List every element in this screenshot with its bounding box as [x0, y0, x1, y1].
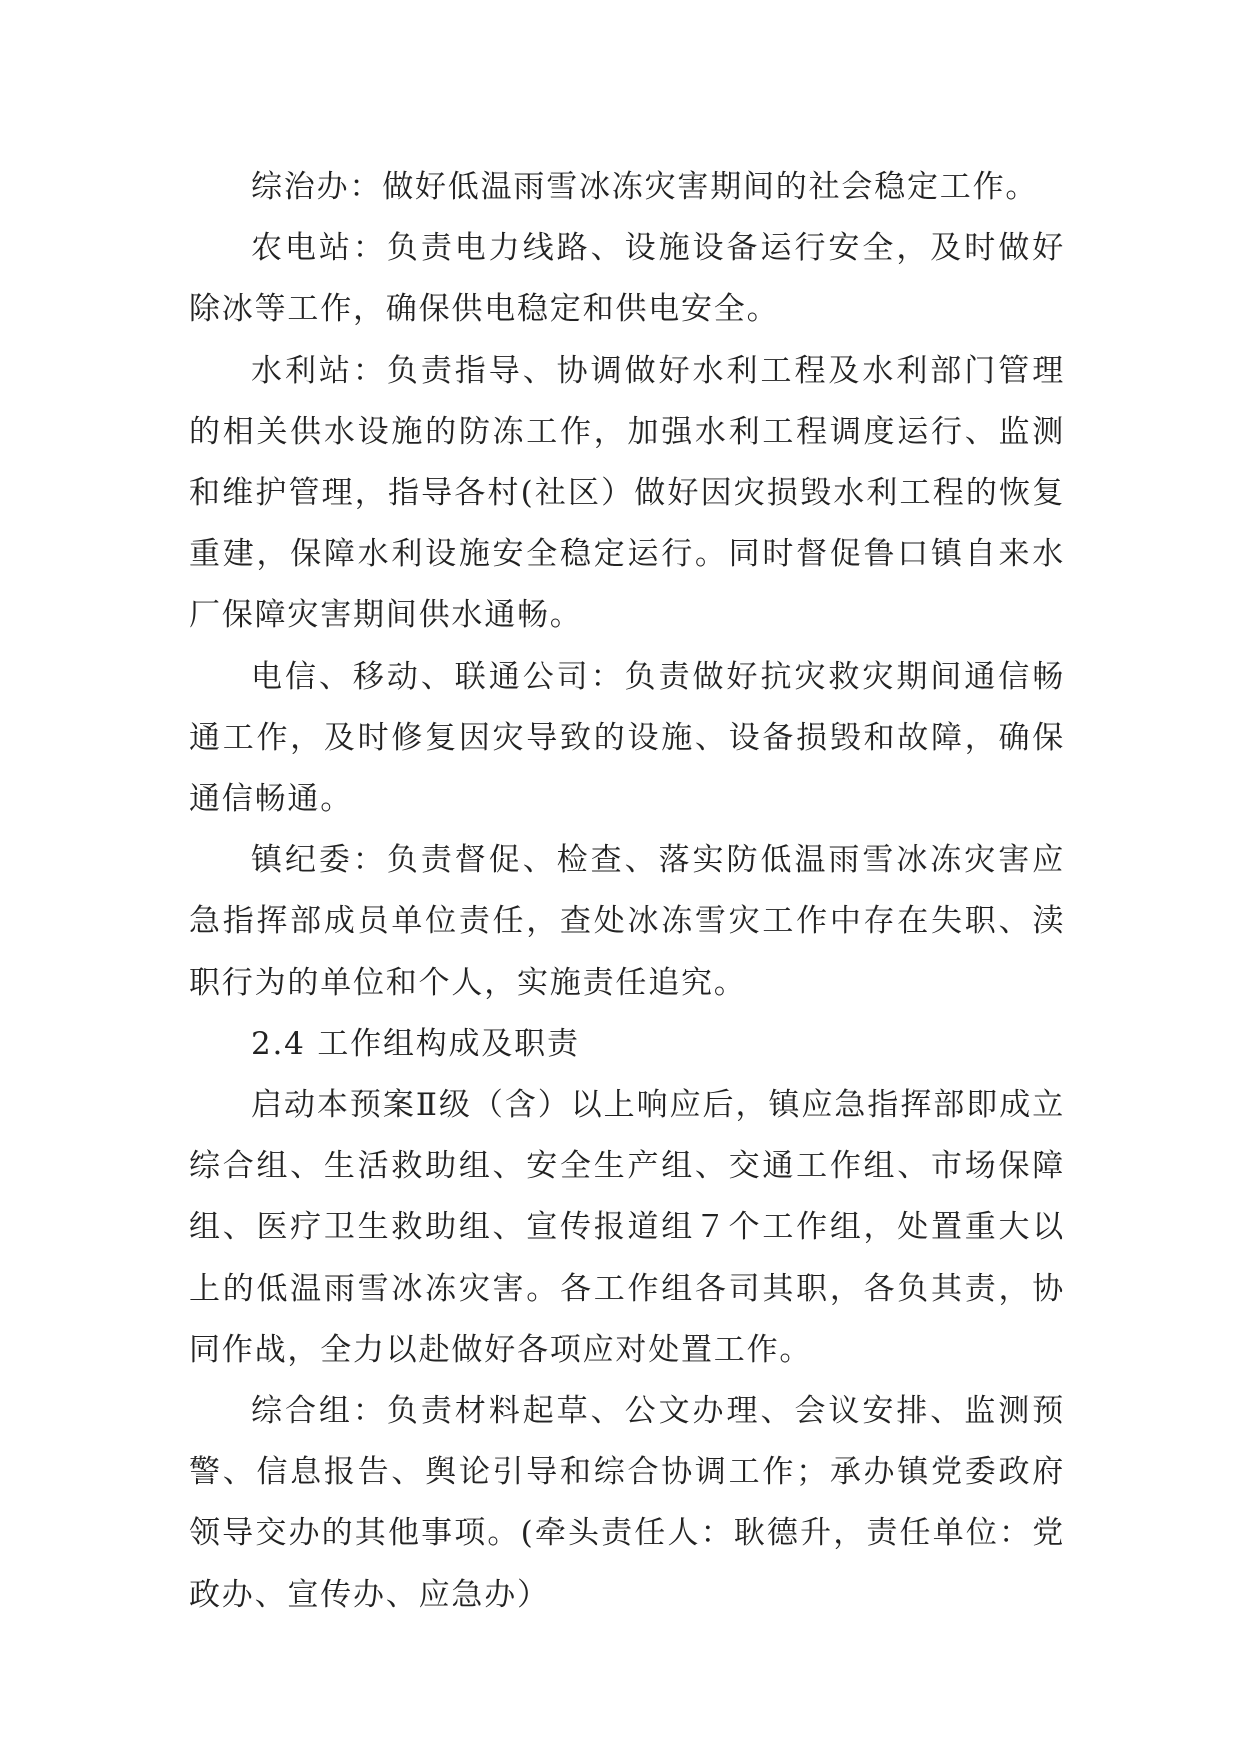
paragraph-zhenjiwei: 镇纪委：负责督促、检查、落实防低温雨雪冰冻灾害应急指挥部成员单位责任，查处冰冻雪灾工作中存在失职、渎职行为的单位和个人，实施责任追究。 — [189, 842, 1065, 1001]
document-body — [189, 157, 1065, 1626]
section-heading-2-4: 2.4 工作组构成及职责 — [251, 1025, 580, 1062]
paragraph-telecom: 电信、移动、联通公司：负责做好抗灾救灾期间通信畅通工作，及时修复因灾导致的设施、设备损毁和故障，确保通信畅通。 — [189, 658, 1065, 818]
paragraph-response-activation: 启动本预案Ⅱ级（含）以上响应后，镇应急指挥部即成立综合组、生活救助组、安全生产组、交通工作组、市场保障组、医疗卫生救助组、宣传报道组７个工作组，处置重大以上的低温雨雪冰冻灾害。各工作组各司其职，各负其责，协同作战，全力以赴做好各项应对处置工作。 — [189, 1087, 1065, 1368]
paragraph-zongzhezu: 综合组：负责材料起草、公文办理、会议安排、监测预警、信息报告、舆论引导和综合协调工作；承办镇党委政府领导交办的其他事项。(牵头责任人：耿德升，责任单位：党政办、宣传办、应急办） — [189, 1393, 1065, 1613]
paragraph-nongdianzhan: 农电站：负责电力线路、设施设备运行安全，及时做好除冰等工作，确保供电稳定和供电安全。 — [189, 230, 1065, 328]
paragraph-zongzhiban: 综治办：做好低温雨雪冰冻灾害期间的社会稳定工作。 — [251, 169, 1039, 205]
paragraph-shuilizhan: 水利站：负责指导、协调做好水利工程及水利部门管理的相关供水设施的防冻工作，加强水利工程调度运行、监测和维护管理，指导各村(社区）做好因灾损毁水利工程的恢复重建，保障水利设施安全稳定运行。同时督促鲁口镇自来水厂保障灾害期间供水通畅。 — [189, 352, 1065, 634]
